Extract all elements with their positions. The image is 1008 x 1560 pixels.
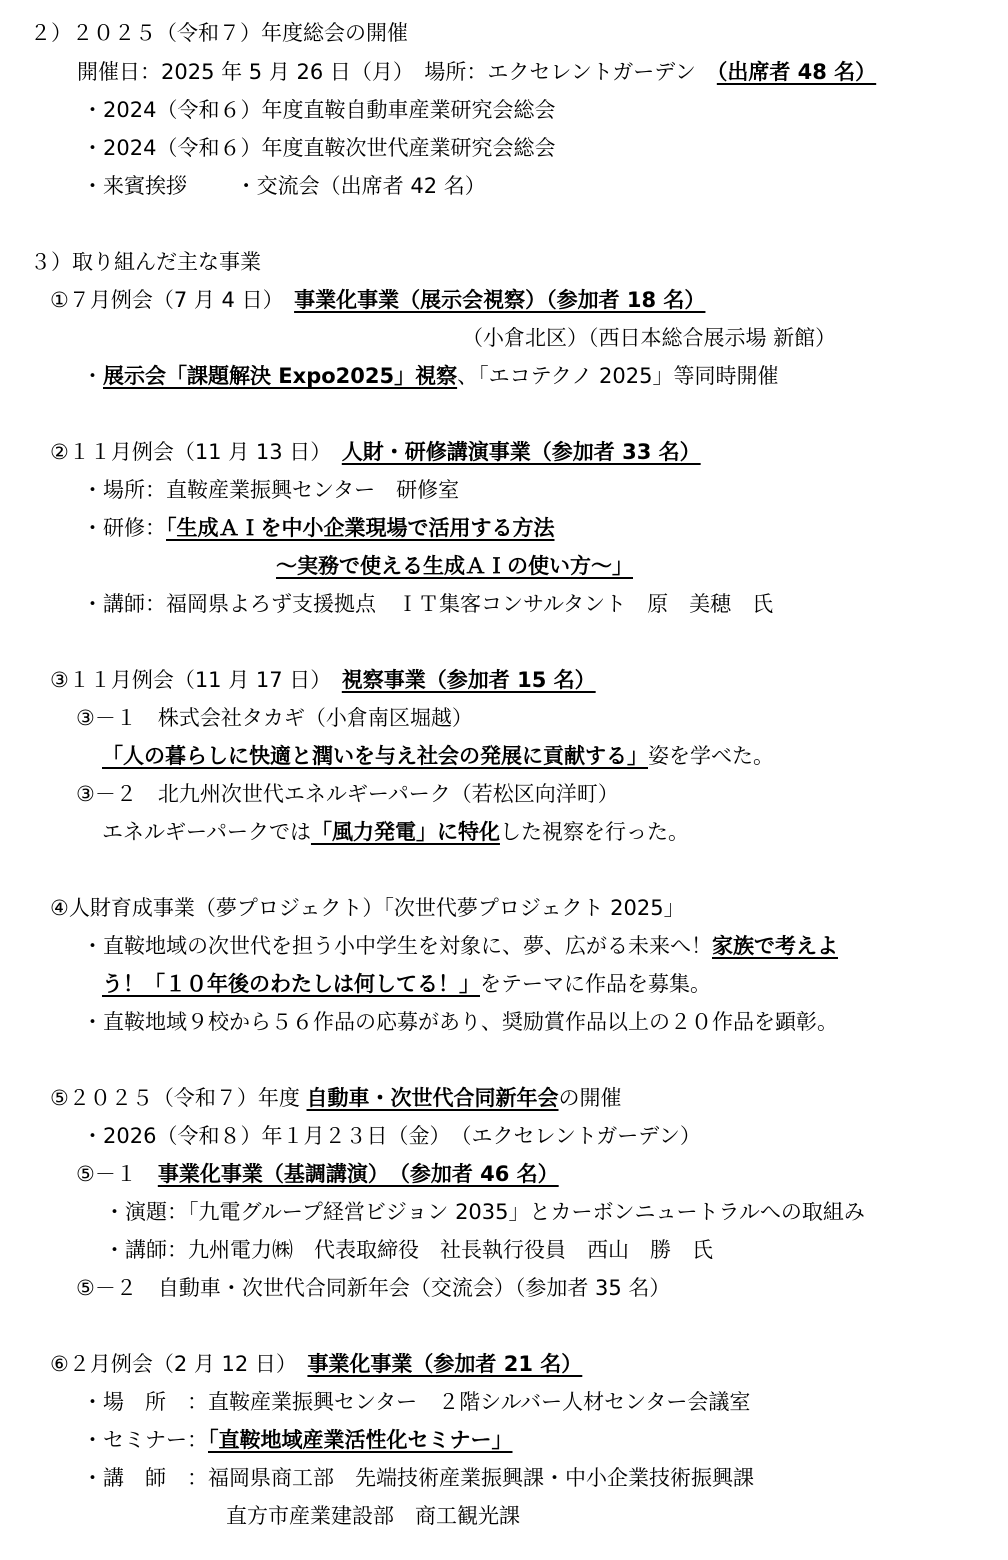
event2-summary: 人財・研修講演事業（参加者 33 名）	[341, 440, 701, 464]
attendance-48: （出席者 48 名）	[716, 60, 877, 84]
event5-lecturer: ・講師：九州電力㈱ 代表取締役 社長執行役員 西山 勝 氏	[104, 1238, 713, 1262]
event2-training-sub	[276, 550, 633, 582]
event4-title: ④人財育成事業（夢プロジェクト）「次世代夢プロジェクト 2025」	[50, 896, 685, 920]
keynote-summary: 事業化事業（基調講演） （参加者 46 名）	[157, 1162, 559, 1186]
event2-lecturer: ・講師：福岡県よろず支援拠点 ＩＴ集客コンサルタント 原 美穂 氏	[82, 592, 774, 616]
takagi-mission: 「人の暮らしに快適と潤いを与え社会の発展に貢献する」	[102, 744, 648, 768]
section3-heading: ３）取り組んだ主な事業	[30, 250, 261, 274]
event6-seminar: ・セミナー：「直鞍地域産業活性化セミナー」	[82, 1428, 513, 1452]
event2-title: ②１１月例会（11 月 13 日） 人財・研修講演事業（参加者 33 名）	[50, 440, 701, 464]
event1-place: （小倉北区）（西日本総合展示場 新館）	[462, 326, 837, 350]
section2-meta: 開催日：2025 年 5 月 26 日（月） 場所：エクセレントガーデン （出席者 48 名）	[77, 60, 877, 84]
event6-place: ・場 所 ：直鞍産業振興センター ２階シルバー人材センター会議室	[82, 1390, 751, 1414]
event1-bullet: ・展示会「課題解決 Expo2025」視察、「エコテクノ 2025」等同時開催	[82, 364, 779, 388]
event3-sub1-desc: 「人の暮らしに快適と潤いを与え社会の発展に貢献する」姿を学べた。	[102, 744, 774, 768]
event5-topic: ・演題：「九電グループ経営ビジョン 2035」とカーボンニュートラルへの取組み	[104, 1200, 865, 1224]
list-item: ・2024（令和６）年度直鞍自動車産業研究会総会	[82, 98, 556, 122]
wind-power: 「風力発電」に特化	[310, 820, 500, 844]
event3-sub2-desc: エネルギーパークでは「風力発電」に特化した視察を行った。	[102, 820, 689, 844]
event6-lecturer: ・講 師 ：福岡県商工部 先端技術産業振興課・中小企業技術振興課	[82, 1466, 754, 1490]
event6-title: ⑥２月例会（2 月 12 日） 事業化事業（参加者 21 名）	[50, 1352, 583, 1376]
event2-place: ・場所：直鞍産業振興センター 研修室	[82, 478, 460, 502]
event1-summary: 事業化事業（展示会視察）（参加者 18 名）	[294, 288, 706, 312]
section2-heading: ２）２０２５（令和７）年度総会の開催	[30, 21, 408, 45]
event5-sub1: ⑤－１ 事業化事業（基調講演） （参加者 46 名）	[76, 1162, 559, 1186]
event3-summary: 視察事業（参加者 15 名）	[341, 668, 596, 692]
event5-title: ⑤２０２５（令和７）年度 自動車・次世代合同新年会の開催	[50, 1086, 622, 1110]
event6-lecturer2: 直方市産業建設部 商工観光課	[226, 1504, 520, 1528]
family-theme-2: う！「１０年後のわたしは何してる！」	[102, 972, 480, 996]
family-theme-1: 家族で考えよ	[712, 934, 838, 958]
event4-line2: う！「１０年後のわたしは何してる！」をテーマに作品を募集。	[102, 972, 711, 996]
event5-date: ・2026（令和８）年１月２３日（金） （エクセレントガーデン）	[82, 1124, 701, 1148]
event4-line3: ・直鞍地域９校から５６作品の応募があり、奨励賞作品以上の２０作品を顕彰。	[82, 1010, 838, 1034]
list-item: ・来賓挨拶 ・交流会（出席者 42 名）	[82, 174, 486, 198]
seminar-title: 「直鞍地域産業活性化セミナー」	[208, 1428, 513, 1452]
event3-sub1: ③－１ 株式会社タカギ（小倉南区堀越）	[76, 706, 473, 730]
event6-summary: 事業化事業（参加者 21 名）	[307, 1352, 583, 1376]
training-title-1: 「生成ＡＩを中小企業現場で活用する方法	[166, 516, 555, 540]
event2-training: ・研修：「生成ＡＩを中小企業現場で活用する方法	[82, 516, 555, 540]
event4-line1: ・直鞍地域の次世代を担う小中学生を対象に、夢、広がる未来へ！家族で考えよ	[82, 934, 838, 958]
event3-title: ③１１月例会（11 月 17 日） 視察事業（参加者 15 名）	[50, 668, 596, 692]
event5-sub2: ⑤－２ 自動車・次世代合同新年会（交流会）（参加者 35 名）	[76, 1276, 671, 1300]
expo-visit: 展示会「課題解決 Expo2025」視察	[103, 364, 458, 388]
event1-title: ①７月例会（7 月 4 日） 事業化事業（展示会視察）（参加者 18 名）	[50, 288, 706, 312]
training-title-2: ～実務で使える生成ＡＩの使い方～」	[276, 554, 633, 578]
event3-sub2: ③－２ 北九州次世代エネルギーパーク（若松区向洋町）	[76, 782, 619, 806]
new-year-party: 自動車・次世代合同新年会	[306, 1086, 559, 1110]
list-item: ・2024（令和６）年度直鞍次世代産業研究会総会	[82, 136, 556, 160]
